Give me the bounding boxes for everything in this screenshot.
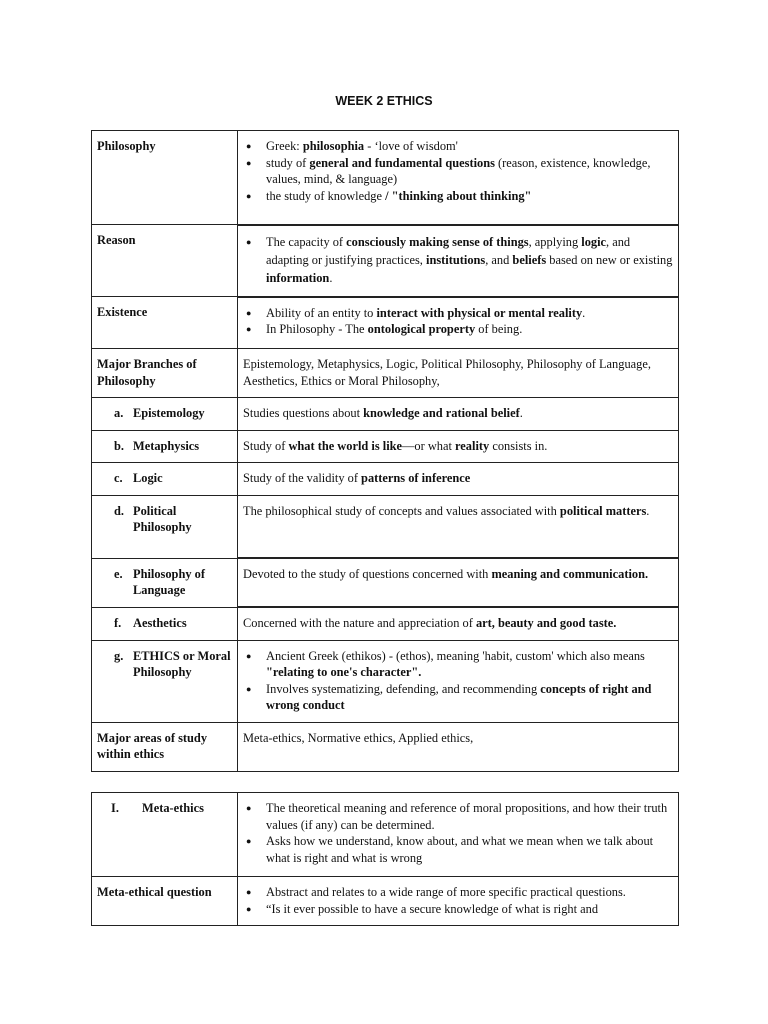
definition-logic: Study of the validity of patterns of inference: [238, 463, 679, 496]
list-item: ● Involves systematizing, defending, and recommending concepts of right and wrong conduct: [243, 681, 673, 714]
table-row: [92, 793, 679, 877]
definition-meta-ethical-question: [238, 877, 679, 926]
table-row: [92, 463, 679, 496]
list-item: ● “Is it ever possible to have a secure knowledge of what is right and: [243, 901, 673, 918]
page-title: WEEK 2 ETHICS: [335, 94, 433, 108]
philosophy-table: [91, 130, 679, 772]
definition-major-branches: Epistemology, Metaphysics, Logic, Political Philosophy, Philosophy of Language, Aesthetics, Ethics or Moral Philosophy,: [238, 349, 679, 398]
definition-philosophy-of-language: Devoted to the study of questions concerned with meaning and communication.: [238, 558, 679, 607]
list-item: ● In Philosophy - The ontological property of being.: [243, 321, 673, 338]
term-philosophy: Philosophy: [92, 131, 238, 225]
term-aesthetics: f. Aesthetics: [92, 607, 238, 640]
meta-ethics-table: [91, 792, 679, 926]
table-row: [92, 398, 679, 431]
list-item: ● Ability of an entity to interact with physical or mental reality.: [243, 305, 673, 322]
table-row: [92, 640, 679, 722]
term-major-branches: Major Branches of Philosophy: [92, 349, 238, 398]
list-item: ● The theoretical meaning and reference of moral propositions, and how their truth values (if any) can be determined.: [243, 800, 673, 833]
definition-metaphysics: Study of what the world is like—or what reality consists in.: [238, 430, 679, 463]
list-item: ● study of general and fundamental questions (reason, existence, knowledge, values, mind, & language): [243, 155, 673, 188]
term-ethics: g. ETHICS or Moral Philosophy: [92, 640, 238, 722]
definition-philosophy: [238, 131, 679, 225]
definition-ethics: [238, 640, 679, 722]
table-row: [92, 558, 679, 607]
definition-reason: [238, 225, 679, 297]
list-item: ● The capacity of consciously making sense of things, applying logic, and adapting or justifying practices, institutions, and beliefs based on new or existing information.: [243, 233, 673, 287]
table-row: [92, 430, 679, 463]
term-epistemology: a. Epistemology: [92, 398, 238, 431]
list-item: ● the study of knowledge / "thinking about thinking": [243, 188, 673, 205]
table-row: [92, 131, 679, 225]
definition-major-areas: Meta-ethics, Normative ethics, Applied ethics,: [238, 722, 679, 771]
definition-political-philosophy: The philosophical study of concepts and values associated with political matters.: [238, 495, 679, 558]
term-metaphysics: b. Metaphysics: [92, 430, 238, 463]
table-row: [92, 349, 679, 398]
term-reason: Reason: [92, 225, 238, 297]
term-meta-ethical-question: Meta-ethical question: [92, 877, 238, 926]
term-existence: Existence: [92, 297, 238, 349]
table-row: [92, 722, 679, 771]
definition-existence: [238, 297, 679, 349]
table-row: [92, 495, 679, 558]
term-philosophy-of-language: e. Philosophy of Language: [92, 558, 238, 607]
term-major-areas: Major areas of study within ethics: [92, 722, 238, 771]
term-logic: c. Logic: [92, 463, 238, 496]
list-item: ● Ancient Greek (ethikos) - (ethos), meaning 'habit, custom' which also means "relating to one's character".: [243, 648, 673, 681]
definition-aesthetics: Concerned with the nature and appreciation of art, beauty and good taste.: [238, 607, 679, 640]
table-row: [92, 877, 679, 926]
list-item: ● Greek: philosophia - ‘love of wisdom': [243, 138, 673, 155]
definition-meta-ethics: [238, 793, 679, 877]
table-row: [92, 225, 679, 297]
term-meta-ethics: I. Meta-ethics: [92, 793, 238, 877]
term-political-philosophy: d. Political Philosophy: [92, 495, 238, 558]
list-item: ● Abstract and relates to a wide range of more specific practical questions.: [243, 884, 673, 901]
definition-epistemology: Studies questions about knowledge and rational belief.: [238, 398, 679, 431]
table-row: [92, 607, 679, 640]
table-row: [92, 297, 679, 349]
list-item: ● Asks how we understand, know about, and what we mean when we talk about what is right and what is wrong: [243, 833, 673, 866]
